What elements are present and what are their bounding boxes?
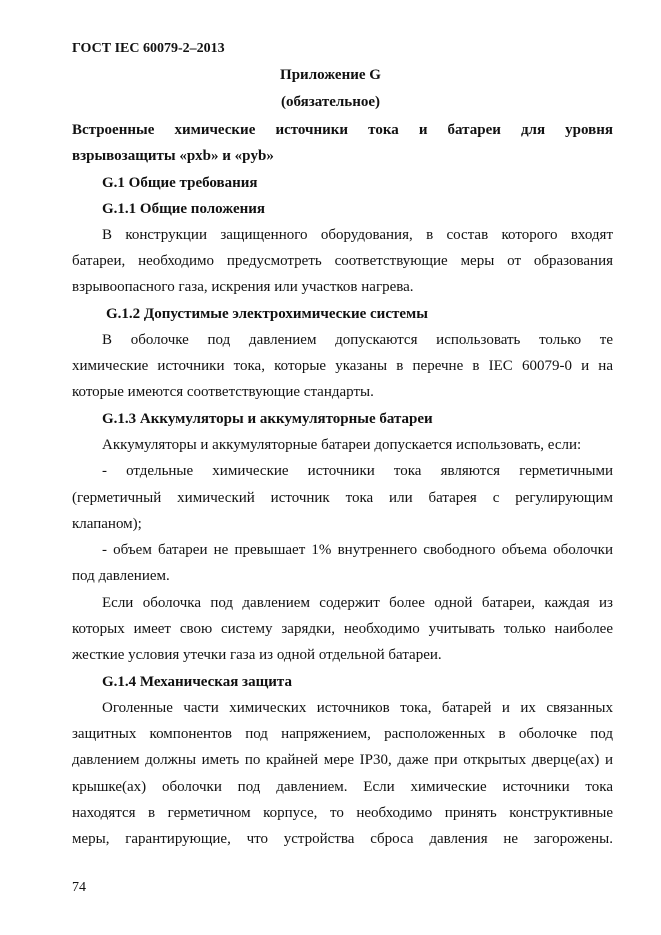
paragraph-line: Если оболочка под давлением содержит более одной батареи, каждая из xyxy=(102,595,613,611)
paragraph-line: которые имеются соответствующие стандарты. xyxy=(72,384,374,400)
list-item-line: (герметичный химический источник тока или батарея с регулирующим xyxy=(72,490,613,506)
list-item-line: - объем батареи не превышает 1% внутреннего свободного объема оболочки xyxy=(102,542,613,558)
paragraph-line: В конструкции защищенного оборудования, в состав которого входят xyxy=(102,227,613,243)
list-item-line: клапаном); xyxy=(72,516,142,532)
section-heading-g1-1: G.1.1 Общие положения xyxy=(102,201,266,217)
list-item-line: под давлением. xyxy=(72,568,170,584)
section-heading-g1-3: G.1.3 Аккумуляторы и аккумуляторные батареи xyxy=(102,411,433,427)
page-number: 74 xyxy=(72,880,86,895)
paragraph-line: взрывоопасного газа, искрения или участков нагрева. xyxy=(72,279,414,295)
paragraph-line: давлением должны иметь по крайней мере IP30, даже при открытых дверце(ах) и xyxy=(72,752,613,768)
paragraph-line: В оболочке под давлением допускаются использовать только те xyxy=(102,332,613,348)
section-heading-g1: G.1 Общие требования xyxy=(102,175,258,191)
paragraph-line: батареи, необходимо предусмотреть соответствующие меры от образования xyxy=(72,253,613,269)
section-heading-g1-2: G.1.2 Допустимые электрохимические системы xyxy=(106,306,428,322)
paragraph-line: Аккумуляторы и аккумуляторные батареи допускается использовать, если: xyxy=(102,437,582,453)
annex-status: (обязательное) xyxy=(280,94,381,110)
paragraph-line: химические источники тока, которые указаны в перечне в IEC 60079-0 и на xyxy=(72,358,613,374)
paragraph-line: защитных компонентов под напряжением, расположенных в оболочке под xyxy=(72,726,613,742)
list-item-line: - отдельные химические источники тока являются герметичными xyxy=(102,463,613,479)
paragraph-line: крышке(ах) оболочки под давлением. Если химические источники тока xyxy=(72,779,613,795)
annex-title: Приложение G xyxy=(280,67,381,83)
paragraph-line: которых имеет свою систему зарядки, необходимо учитывать только наиболее xyxy=(72,621,613,637)
paragraph-line: находятся в герметичном корпусе, то необходимо принять конструктивные xyxy=(72,805,613,821)
paragraph-line: меры, гарантирующие, что устройства сброса давления не загорожены. xyxy=(72,831,613,847)
document-code-header: ГОСТ IEC 60079-2–2013 xyxy=(72,41,225,56)
main-heading-line-1: Встроенные химические источники тока и батареи для уровня xyxy=(72,122,613,138)
paragraph-line: жесткие условия утечки газа из одной отдельной батареи. xyxy=(72,647,442,663)
paragraph-line: Оголенные части химических источников тока, батарей и их связанных xyxy=(102,700,613,716)
main-heading-line-2: взрывозащиты «pxb» и «pyb» xyxy=(72,148,274,164)
section-heading-g1-4: G.1.4 Механическая защита xyxy=(102,674,292,690)
